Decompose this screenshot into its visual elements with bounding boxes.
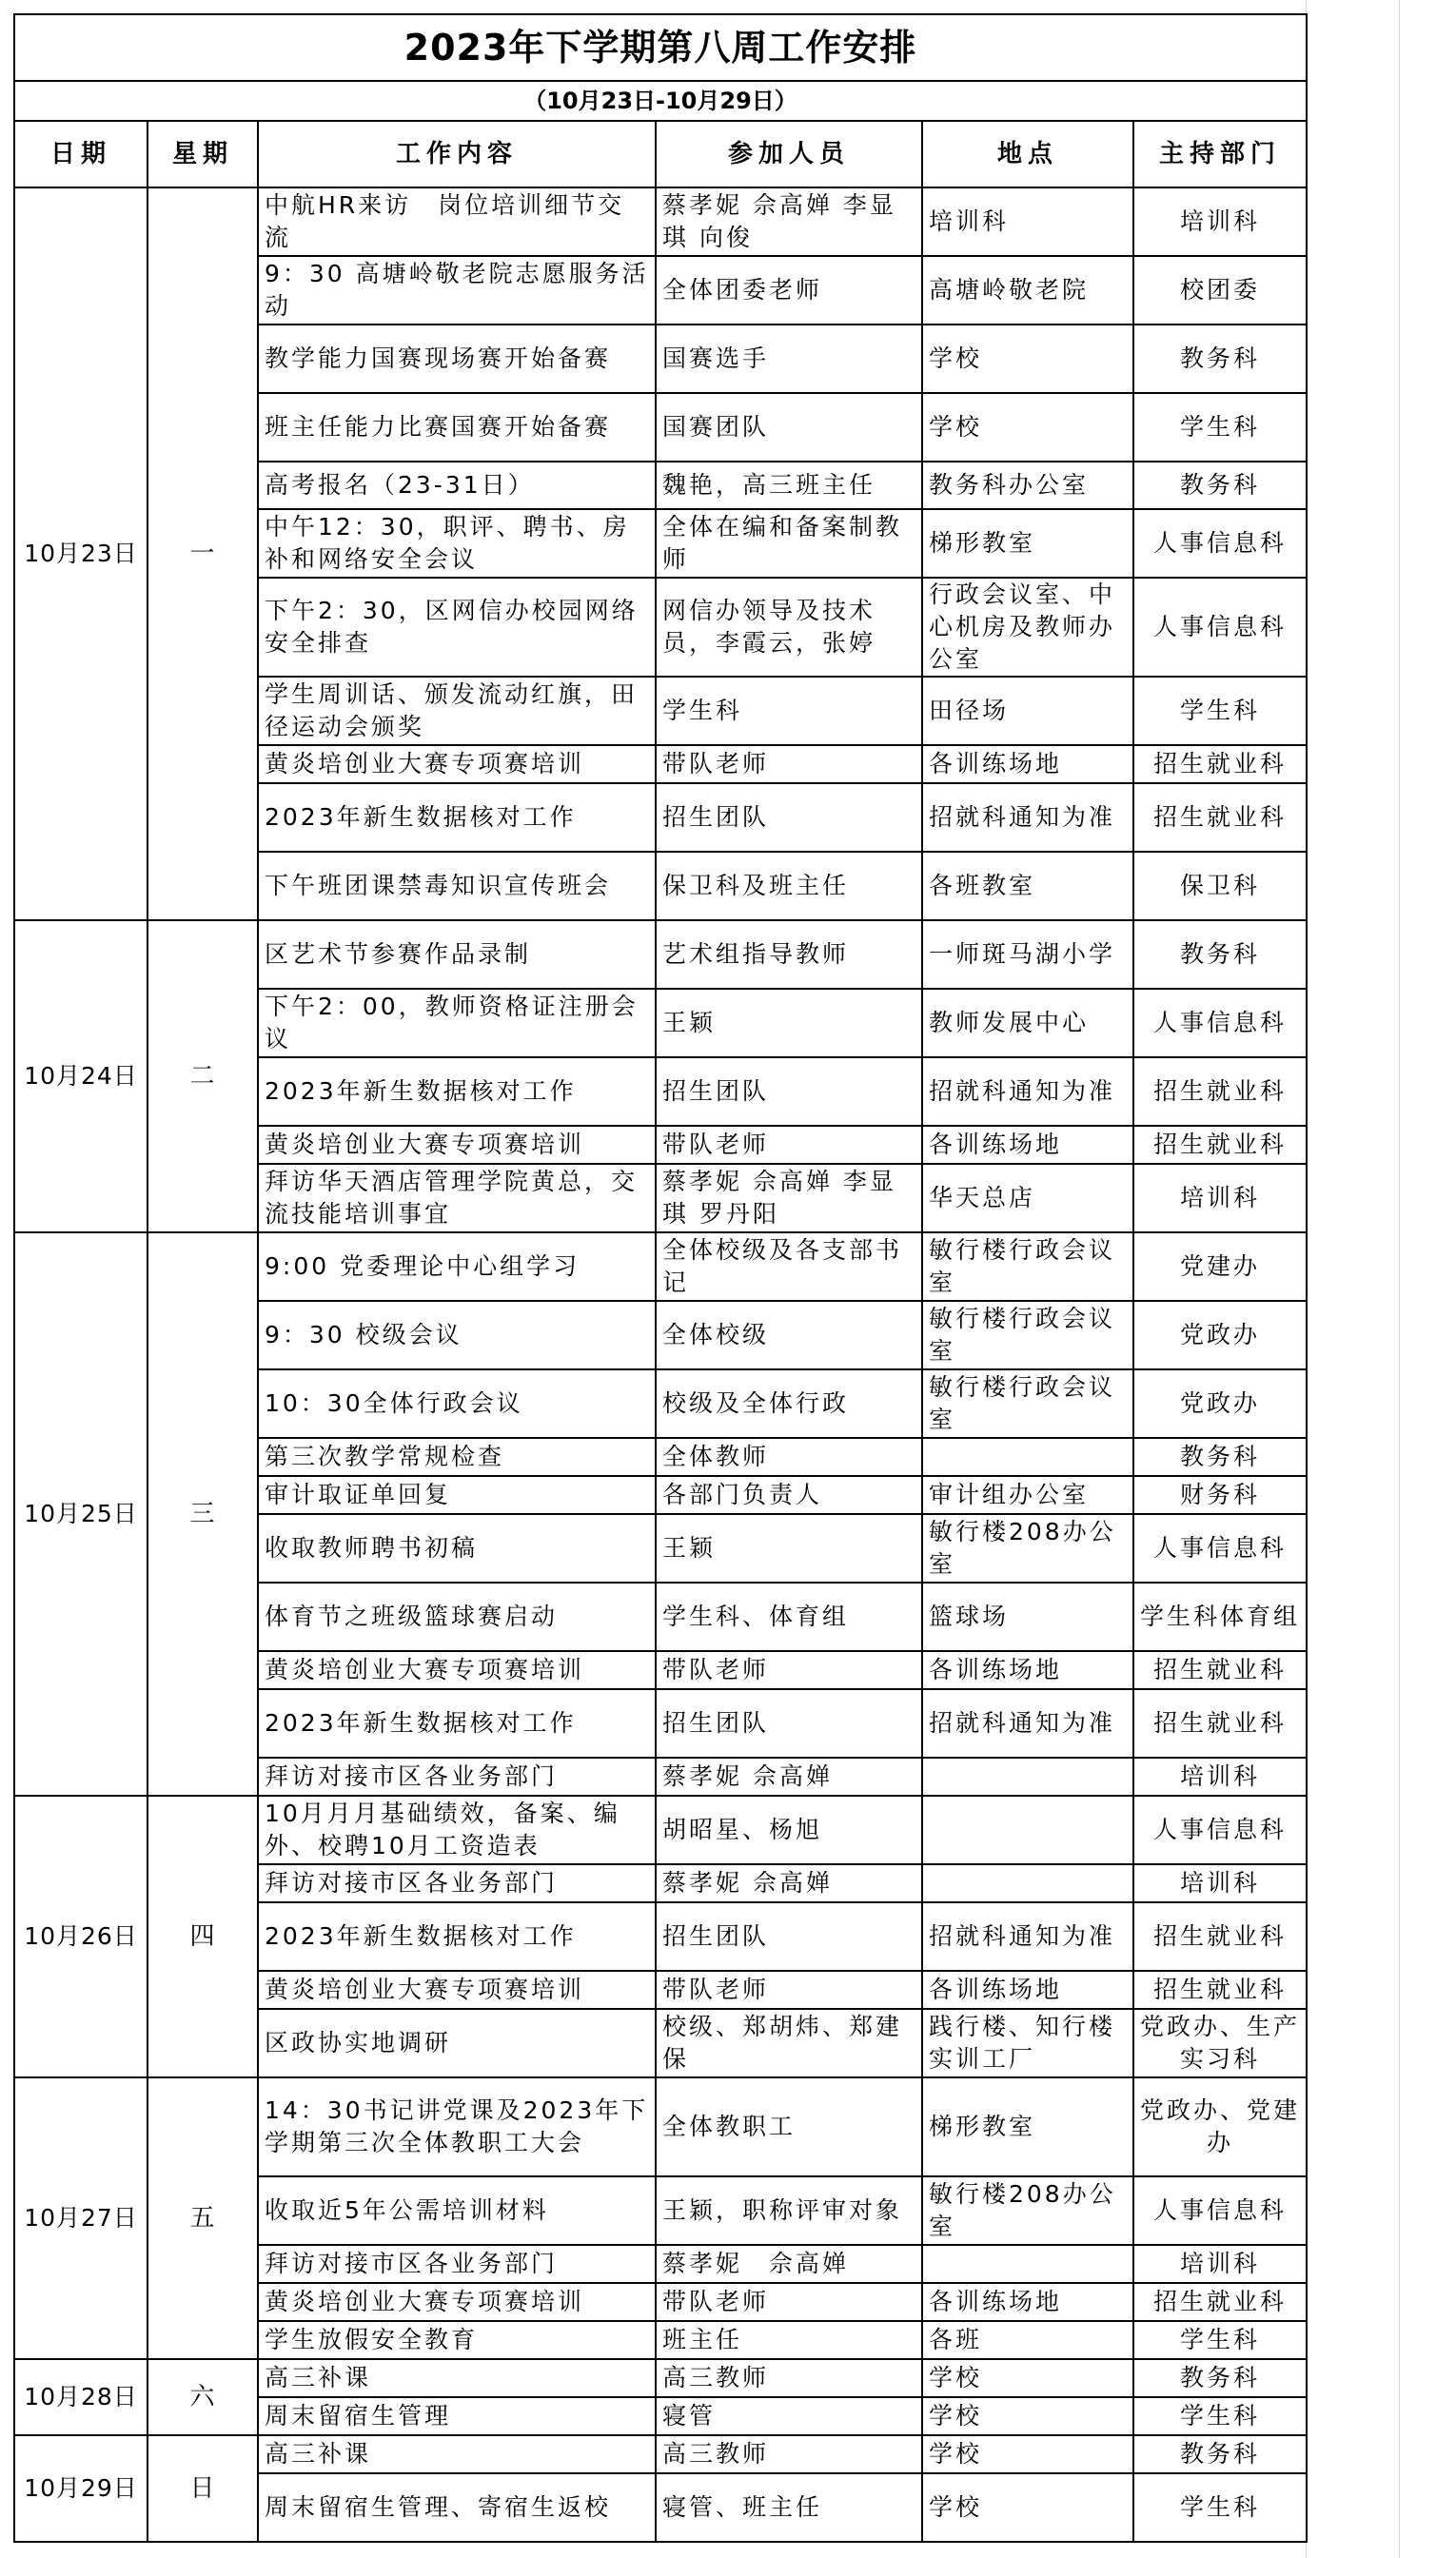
department-cell: 招生就业科 <box>1133 783 1307 852</box>
location-cell: 梯形教室 <box>922 509 1133 578</box>
content-cell: 2023年新生数据核对工作 <box>258 783 656 852</box>
content-cell: 高考报名（23-31日） <box>258 462 656 509</box>
department-cell: 培训科 <box>1133 1164 1307 1232</box>
participants-cell: 全体团委老师 <box>656 256 922 325</box>
location-cell: 篮球场 <box>922 1583 1133 1651</box>
location-cell: 审计组办公室 <box>922 1476 1133 1514</box>
department-cell: 招生就业科 <box>1133 1057 1307 1126</box>
location-cell: 各训练场地 <box>922 2283 1133 2321</box>
table-row <box>14 1796 1307 1864</box>
location-cell <box>922 2245 1133 2283</box>
content-cell: 黄炎培创业大赛专项赛培训 <box>258 1971 656 2009</box>
department-cell: 学生科体育组 <box>1133 1583 1307 1651</box>
content-cell: 9：30 高塘岭敬老院志愿服务活动 <box>258 256 656 325</box>
content-cell: 9:00 党委理论中心组学习 <box>258 1232 656 1301</box>
participants-cell: 艺术组指导教师 <box>656 920 922 989</box>
department-cell: 招生就业科 <box>1133 1651 1307 1689</box>
participants-cell: 蔡孝妮 佘高婵 <box>656 2245 922 2283</box>
participants-cell: 胡昭星、杨旭 <box>656 1796 922 1864</box>
participants-cell: 蔡孝妮 佘高婵 <box>656 1864 922 1902</box>
date-range: （10月23日-10月29日） <box>14 81 1307 121</box>
department-cell: 培训科 <box>1133 1758 1307 1796</box>
participants-cell: 带队老师 <box>656 1971 922 2009</box>
content-cell: 下午2：30，区网信办校园网络安全排查 <box>258 578 656 677</box>
header-location: 地点 <box>922 121 1133 187</box>
content-cell: 区政协实地调研 <box>258 2009 656 2077</box>
location-cell: 敏行楼行政会议室 <box>922 1232 1133 1301</box>
content-cell: 区艺术节参赛作品录制 <box>258 920 656 989</box>
department-cell: 培训科 <box>1133 2245 1307 2283</box>
department-cell: 人事信息科 <box>1133 989 1307 1057</box>
department-cell: 招生就业科 <box>1133 1126 1307 1164</box>
department-cell: 党政办、生产实习科 <box>1133 2009 1307 2077</box>
content-cell: 下午班团课禁毒知识宣传班会 <box>258 852 656 920</box>
date-cell: 10月27日 <box>14 2077 148 2359</box>
content-cell: 学生放假安全教育 <box>258 2321 656 2359</box>
department-cell: 招生就业科 <box>1133 1971 1307 2009</box>
participants-cell: 国赛选手 <box>656 325 922 393</box>
participants-cell: 学生科 <box>656 677 922 745</box>
content-cell: 周末留宿生管理 <box>258 2397 656 2435</box>
department-cell: 学生科 <box>1133 677 1307 745</box>
location-cell <box>922 1438 1133 1476</box>
participants-cell: 学生科、体育组 <box>656 1583 922 1651</box>
participants-cell: 王颖 <box>656 989 922 1057</box>
department-cell: 招生就业科 <box>1133 2283 1307 2321</box>
content-cell: 拜访对接市区各业务部门 <box>258 1864 656 1902</box>
content-cell: 黄炎培创业大赛专项赛培训 <box>258 2283 656 2321</box>
participants-cell: 寝管、班主任 <box>656 2473 922 2542</box>
content-cell: 14：30书记讲党课及2023年下学期第三次全体教职工大会 <box>258 2077 656 2176</box>
content-cell: 学生周训话、颁发流动红旗，田径运动会颁奖 <box>258 677 656 745</box>
content-cell: 黄炎培创业大赛专项赛培训 <box>258 1126 656 1164</box>
participants-cell: 班主任 <box>656 2321 922 2359</box>
department-cell: 培训科 <box>1133 1864 1307 1902</box>
schedule-body <box>14 187 1307 2542</box>
participants-cell: 带队老师 <box>656 2283 922 2321</box>
date-cell: 10月25日 <box>14 1232 148 1796</box>
participants-cell: 全体在编和备案制教师 <box>656 509 922 578</box>
content-cell: 审计取证单回复 <box>258 1476 656 1514</box>
participants-cell: 全体校级及各支部书记 <box>656 1232 922 1301</box>
location-cell <box>922 1864 1133 1902</box>
participants-cell: 带队老师 <box>656 1651 922 1689</box>
location-cell: 招就科通知为准 <box>922 1902 1133 1971</box>
department-cell: 人事信息科 <box>1133 2176 1307 2245</box>
content-cell: 10：30全体行政会议 <box>258 1369 656 1438</box>
department-cell: 学生科 <box>1133 2321 1307 2359</box>
content-cell: 黄炎培创业大赛专项赛培训 <box>258 745 656 783</box>
department-cell: 教务科 <box>1133 2359 1307 2397</box>
participants-cell: 国赛团队 <box>656 393 922 462</box>
participants-cell: 王颖 <box>656 1514 922 1583</box>
location-cell: 招就科通知为准 <box>922 1689 1133 1758</box>
department-cell: 教务科 <box>1133 462 1307 509</box>
participants-cell: 带队老师 <box>656 1126 922 1164</box>
department-cell: 学生科 <box>1133 2473 1307 2542</box>
table-row <box>14 2359 1307 2397</box>
content-cell: 体育节之班级篮球赛启动 <box>258 1583 656 1651</box>
table-row <box>14 2435 1307 2473</box>
participants-cell: 招生团队 <box>656 1902 922 1971</box>
location-cell <box>922 1758 1133 1796</box>
location-cell: 招就科通知为准 <box>922 783 1133 852</box>
page-title: 2023年下学期第八周工作安排 <box>14 14 1307 81</box>
location-cell: 田径场 <box>922 677 1133 745</box>
participants-cell: 各部门负责人 <box>656 1476 922 1514</box>
location-cell: 践行楼、知行楼实训工厂 <box>922 2009 1133 2077</box>
location-cell: 教务科办公室 <box>922 462 1133 509</box>
location-cell: 学校 <box>922 325 1133 393</box>
department-cell: 人事信息科 <box>1133 1514 1307 1583</box>
location-cell: 华天总店 <box>922 1164 1133 1232</box>
date-cell: 10月28日 <box>14 2359 148 2435</box>
location-cell: 各训练场地 <box>922 1126 1133 1164</box>
table-row <box>14 920 1307 989</box>
department-cell: 培训科 <box>1133 187 1307 256</box>
location-cell: 梯形教室 <box>922 2077 1133 2176</box>
header-participants: 参加人员 <box>656 121 922 187</box>
content-cell: 10月月月基础绩效，备案、编外、校聘10月工资造表 <box>258 1796 656 1864</box>
table-row <box>14 187 1307 256</box>
weekday-cell: 六 <box>148 2359 258 2435</box>
participants-cell: 带队老师 <box>656 745 922 783</box>
department-cell: 招生就业科 <box>1133 1902 1307 1971</box>
department-cell: 保卫科 <box>1133 852 1307 920</box>
department-cell: 教务科 <box>1133 2435 1307 2473</box>
date-cell: 10月26日 <box>14 1796 148 2077</box>
content-cell: 收取近5年公需培训材料 <box>258 2176 656 2245</box>
participants-cell: 全体校级 <box>656 1301 922 1369</box>
location-cell: 学校 <box>922 393 1133 462</box>
department-cell: 招生就业科 <box>1133 1689 1307 1758</box>
location-cell: 各班教室 <box>922 852 1133 920</box>
location-cell: 学校 <box>922 2397 1133 2435</box>
content-cell: 黄炎培创业大赛专项赛培训 <box>258 1651 656 1689</box>
header-content: 工作内容 <box>258 121 656 187</box>
header-date: 日期 <box>14 121 148 187</box>
participants-cell: 蔡孝妮 佘高婵 李显琪 向俊 <box>656 187 922 256</box>
content-cell: 高三补课 <box>258 2435 656 2473</box>
content-cell: 中午12：30，职评、聘书、房补和网络安全会议 <box>258 509 656 578</box>
content-cell: 第三次教学常规检查 <box>258 1438 656 1476</box>
content-cell: 拜访华天酒店管理学院黄总，交流技能培训事宜 <box>258 1164 656 1232</box>
department-cell: 党政办 <box>1133 1301 1307 1369</box>
location-cell: 敏行楼行政会议室 <box>922 1301 1133 1369</box>
location-cell: 学校 <box>922 2473 1133 2542</box>
department-cell: 党建办 <box>1133 1232 1307 1301</box>
content-cell: 拜访对接市区各业务部门 <box>258 1758 656 1796</box>
department-cell: 教务科 <box>1133 325 1307 393</box>
content-cell: 2023年新生数据核对工作 <box>258 1902 656 1971</box>
location-cell: 学校 <box>922 2359 1133 2397</box>
header-department: 主持部门 <box>1133 121 1307 187</box>
location-cell: 敏行楼行政会议室 <box>922 1369 1133 1438</box>
schedule-table <box>13 13 1308 2543</box>
participants-cell: 全体教师 <box>656 1438 922 1476</box>
location-cell: 行政会议室、中心机房及教师办公室 <box>922 578 1133 677</box>
department-cell: 教务科 <box>1133 1438 1307 1476</box>
department-cell: 校团委 <box>1133 256 1307 325</box>
content-cell: 9：30 校级会议 <box>258 1301 656 1369</box>
date-cell: 10月23日 <box>14 187 148 920</box>
participants-cell: 蔡孝妮 佘高婵 <box>656 1758 922 1796</box>
weekday-cell: 二 <box>148 920 258 1232</box>
participants-cell: 校级及全体行政 <box>656 1369 922 1438</box>
weekday-cell: 四 <box>148 1796 258 2077</box>
content-cell: 班主任能力比赛国赛开始备赛 <box>258 393 656 462</box>
participants-cell: 保卫科及班主任 <box>656 852 922 920</box>
participants-cell: 魏艳，高三班主任 <box>656 462 922 509</box>
location-cell <box>922 1796 1133 1864</box>
location-cell: 各班 <box>922 2321 1133 2359</box>
department-cell: 学生科 <box>1133 2397 1307 2435</box>
participants-cell: 高三教师 <box>656 2359 922 2397</box>
content-cell: 收取教师聘书初稿 <box>258 1514 656 1583</box>
schedule-sheet <box>13 13 1306 2543</box>
content-cell: 中航HR来访 岗位培训细节交流 <box>258 187 656 256</box>
participants-cell: 网信办领导及技术员，李霞云，张婷 <box>656 578 922 677</box>
table-row <box>14 1232 1307 1301</box>
weekday-cell: 五 <box>148 2077 258 2359</box>
weekday-cell: 三 <box>148 1232 258 1796</box>
participants-cell: 全体教职工 <box>656 2077 922 2176</box>
location-cell: 培训科 <box>922 187 1133 256</box>
location-cell: 学校 <box>922 2435 1133 2473</box>
department-cell: 党政办 <box>1133 1369 1307 1438</box>
location-cell: 教师发展中心 <box>922 989 1133 1057</box>
participants-cell: 高三教师 <box>656 2435 922 2473</box>
location-cell: 敏行楼208办公室 <box>922 2176 1133 2245</box>
participants-cell: 王颖，职称评审对象 <box>656 2176 922 2245</box>
content-cell: 拜访对接市区各业务部门 <box>258 2245 656 2283</box>
table-row <box>14 2077 1307 2176</box>
department-cell: 招生就业科 <box>1133 745 1307 783</box>
participants-cell: 招生团队 <box>656 1689 922 1758</box>
content-cell: 下午2：00，教师资格证注册会议 <box>258 989 656 1057</box>
participants-cell: 蔡孝妮 佘高婵 李显琪 罗丹阳 <box>656 1164 922 1232</box>
content-cell: 教学能力国赛现场赛开始备赛 <box>258 325 656 393</box>
content-cell: 高三补课 <box>258 2359 656 2397</box>
location-cell: 各训练场地 <box>922 1651 1133 1689</box>
location-cell: 各训练场地 <box>922 1971 1133 2009</box>
location-cell: 一师斑马湖小学 <box>922 920 1133 989</box>
location-cell: 各训练场地 <box>922 745 1133 783</box>
location-cell: 敏行楼208办公室 <box>922 1514 1133 1583</box>
department-cell: 人事信息科 <box>1133 509 1307 578</box>
content-cell: 2023年新生数据核对工作 <box>258 1057 656 1126</box>
department-cell: 人事信息科 <box>1133 1796 1307 1864</box>
department-cell: 党政办、党建办 <box>1133 2077 1307 2176</box>
participants-cell: 校级、郑胡炜、郑建保 <box>656 2009 922 2077</box>
department-cell: 人事信息科 <box>1133 578 1307 677</box>
content-cell: 2023年新生数据核对工作 <box>258 1689 656 1758</box>
location-cell: 招就科通知为准 <box>922 1057 1133 1126</box>
department-cell: 财务科 <box>1133 1476 1307 1514</box>
header-weekday: 星期 <box>148 121 258 187</box>
date-cell: 10月29日 <box>14 2435 148 2542</box>
weekday-cell: 一 <box>148 187 258 920</box>
department-cell: 学生科 <box>1133 393 1307 462</box>
department-cell: 教务科 <box>1133 920 1307 989</box>
content-cell: 周末留宿生管理、寄宿生返校 <box>258 2473 656 2542</box>
participants-cell: 招生团队 <box>656 1057 922 1126</box>
location-cell: 高塘岭敬老院 <box>922 256 1133 325</box>
weekday-cell: 日 <box>148 2435 258 2542</box>
sheet-gridline <box>1399 0 1400 2558</box>
participants-cell: 招生团队 <box>656 783 922 852</box>
participants-cell: 寝管 <box>656 2397 922 2435</box>
date-cell: 10月24日 <box>14 920 148 1232</box>
